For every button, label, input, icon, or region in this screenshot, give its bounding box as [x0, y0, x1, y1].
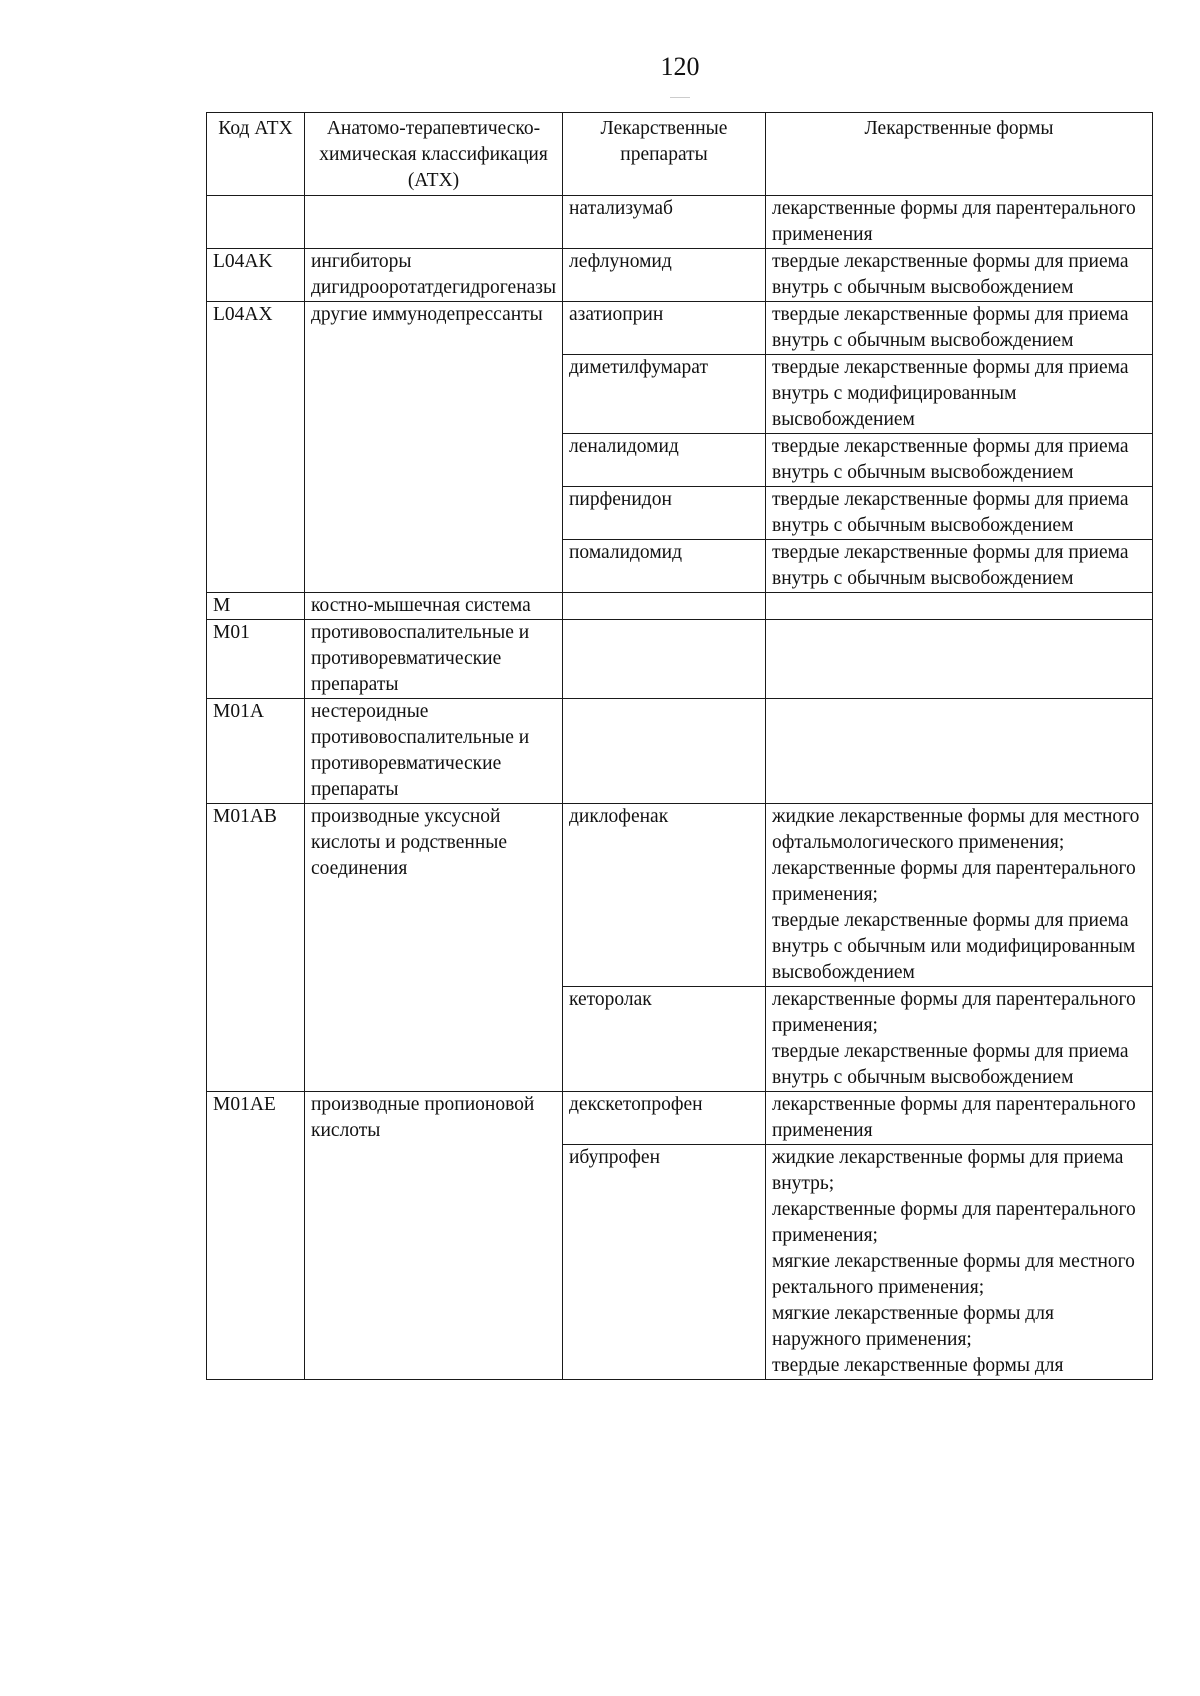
atx-code-cell: [207, 487, 305, 540]
table-row: [207, 302, 1153, 355]
table-header-row: [207, 113, 1153, 196]
atx-classification-cell: костно-мышечная система: [305, 593, 563, 620]
atx-classification-cell: [305, 487, 563, 540]
atx-classification-cell: [305, 434, 563, 487]
atx-code-cell: L04AK: [207, 249, 305, 302]
dosage-forms-cell: [766, 620, 1153, 699]
dosage-forms-cell: [766, 249, 1153, 302]
atx-code-cell: [207, 987, 305, 1092]
atx-classification-cell: [305, 196, 563, 249]
drug-name-cell: леналидомид: [563, 434, 766, 487]
table-row: [207, 699, 1153, 804]
table-row: [207, 540, 1153, 593]
dosage-form-line: лекарственные формы для парентерального применения;: [772, 989, 1136, 1036]
dosage-forms-cell: [766, 355, 1153, 434]
dosage-form-line: мягкие лекарственные формы для наружного применения;: [772, 1303, 1054, 1350]
atx-classification-cell: [305, 987, 563, 1092]
drug-name-cell: кеторолак: [563, 987, 766, 1092]
dosage-form-line: твердые лекарственные формы для приема внутрь с обычным высвобождением: [772, 251, 1129, 298]
table-row: [207, 1092, 1153, 1145]
atx-code-cell: M: [207, 593, 305, 620]
atx-code-cell: M01A: [207, 699, 305, 804]
drug-name-cell: диклофенак: [563, 804, 766, 987]
table-row: [207, 196, 1153, 249]
dosage-form-line: твердые лекарственные формы для приема внутрь с модифицированным высвобождением: [772, 357, 1129, 430]
table-row: [207, 355, 1153, 434]
atx-code-cell: [207, 434, 305, 487]
atx-code-cell: M01AE: [207, 1092, 305, 1145]
drug-name-cell: пирфенидон: [563, 487, 766, 540]
table-row: [207, 804, 1153, 987]
drug-name-cell: [563, 593, 766, 620]
drug-name-cell: натализумаб: [563, 196, 766, 249]
atx-classification-cell: ингибиторы дигидрооротатдегидрогеназы: [305, 249, 563, 302]
dosage-forms-cell: [766, 1092, 1153, 1145]
drug-name-cell: [563, 699, 766, 804]
header-forms: Лекарственные формы: [766, 113, 1153, 196]
dosage-forms-cell: [766, 540, 1153, 593]
drug-name-cell: лефлуномид: [563, 249, 766, 302]
dosage-forms-cell: [766, 804, 1153, 987]
atx-classification-cell: производные пропионовой кислоты: [305, 1092, 563, 1145]
atx-code-cell: L04AX: [207, 302, 305, 355]
dosage-form-line: мягкие лекарственные формы для местного ректального применения;: [772, 1251, 1135, 1298]
table-body: [207, 196, 1153, 1380]
drug-name-cell: ибупрофен: [563, 1145, 766, 1380]
atx-classification-cell: [305, 1145, 563, 1380]
dosage-form-line: твердые лекарственные формы для приема внутрь с обычным высвобождением: [772, 1041, 1129, 1088]
atx-table: [206, 112, 1153, 1380]
dosage-form-line: лекарственные формы для парентерального применения;: [772, 858, 1136, 905]
dosage-forms-cell: [766, 987, 1153, 1092]
atx-code-cell: [207, 1145, 305, 1380]
header-classification: Анатомо-терапевтическо-химическая классификация (АТХ): [305, 113, 563, 196]
dosage-forms-cell: [766, 699, 1153, 804]
dosage-form-line: жидкие лекарственные формы для приема внутрь;: [772, 1147, 1124, 1194]
atx-classification-cell: противовоспалительные и противоревматические препараты: [305, 620, 563, 699]
dosage-form-line: твердые лекарственные формы для приема внутрь с обычным высвобождением: [772, 436, 1129, 483]
dosage-form-line: твердые лекарственные формы для приема внутрь с обычным высвобождением: [772, 542, 1129, 589]
dosage-form-line: твердые лекарственные формы для приема внутрь с обычным высвобождением: [772, 489, 1129, 536]
dosage-forms-cell: [766, 487, 1153, 540]
table-row: [207, 987, 1153, 1092]
page-number: 120: [660, 52, 700, 81]
dosage-form-line: жидкие лекарственные формы для местного офтальмологического применения;: [772, 806, 1140, 853]
dosage-form-line: лекарственные формы для парентерального применения: [772, 1094, 1136, 1141]
dosage-form-line: твердые лекарственные формы для приема внутрь с обычным или модифицированным высвобождением: [772, 910, 1136, 983]
dosage-forms-cell: [766, 1145, 1153, 1380]
dosage-form-line: твердые лекарственные формы для приема внутрь с обычным высвобождением: [772, 304, 1129, 351]
dosage-forms-cell: [766, 434, 1153, 487]
dosage-forms-cell: [766, 593, 1153, 620]
drug-name-cell: диметилфумарат: [563, 355, 766, 434]
header-drugs: Лекарственные препараты: [563, 113, 766, 196]
header-rule: [670, 97, 690, 98]
atx-classification-cell: производные уксусной кислоты и родственные соединения: [305, 804, 563, 987]
drug-name-cell: помалидомид: [563, 540, 766, 593]
drug-name-cell: азатиоприн: [563, 302, 766, 355]
header-code: Код АТХ: [207, 113, 305, 196]
drug-name-cell: [563, 620, 766, 699]
table-row: [207, 593, 1153, 620]
dosage-form-line: лекарственные формы для парентерального применения: [772, 198, 1136, 245]
dosage-form-line: лекарственные формы для парентерального применения;: [772, 1199, 1136, 1246]
table-row: [207, 1145, 1153, 1380]
table-row: [207, 620, 1153, 699]
atx-code-cell: M01: [207, 620, 305, 699]
atx-classification-cell: [305, 355, 563, 434]
atx-classification-cell: нестероидные противовоспалительные и противоревматические препараты: [305, 699, 563, 804]
atx-code-cell: [207, 540, 305, 593]
table-row: [207, 434, 1153, 487]
atx-classification-cell: другие иммунодепрессанты: [305, 302, 563, 355]
atx-code-cell: M01AB: [207, 804, 305, 987]
atx-code-cell: [207, 355, 305, 434]
dosage-forms-cell: [766, 302, 1153, 355]
dosage-form-line: твердые лекарственные формы для: [772, 1355, 1064, 1376]
dosage-forms-cell: [766, 196, 1153, 249]
drug-name-cell: декскетопрофен: [563, 1092, 766, 1145]
atx-code-cell: [207, 196, 305, 249]
table-row: [207, 487, 1153, 540]
table-row: [207, 249, 1153, 302]
atx-classification-cell: [305, 540, 563, 593]
